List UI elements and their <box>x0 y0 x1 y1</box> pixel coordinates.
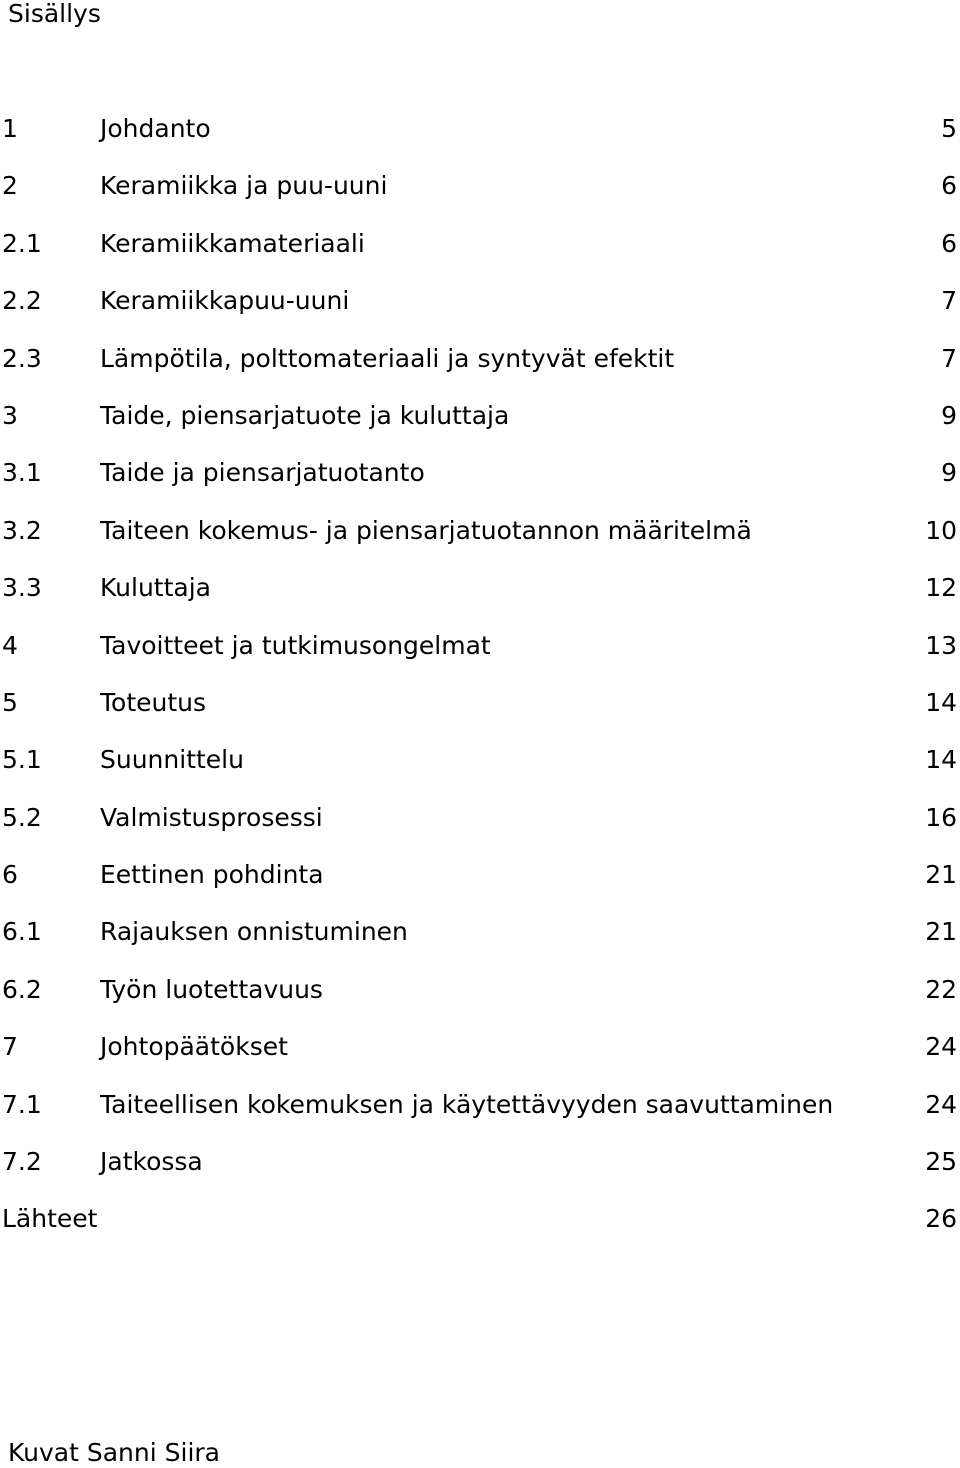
toc-entry[interactable] <box>0 911 960 968</box>
toc-entry-references[interactable] <box>0 1198 960 1255</box>
toc-entry-number: 6.1 <box>2 917 42 947</box>
toc-entry[interactable] <box>0 165 960 222</box>
toc-entry[interactable] <box>0 854 960 911</box>
toc-entry-title: Keramiikka ja puu-uuni <box>100 171 388 201</box>
toc-entry-title: Taiteellisen kokemuksen ja käytettävyyden saavuttaminen <box>100 1089 834 1119</box>
toc-entry-title: Valmistusprosessi <box>100 802 323 832</box>
toc-entry-number: 3 <box>2 400 18 430</box>
toc-entry-number: 5 <box>2 687 18 717</box>
toc-entry-number: 6 <box>2 860 18 890</box>
toc-entry-page: 14 <box>925 745 957 775</box>
toc-entry-number: 7.1 <box>2 1089 42 1119</box>
page-title: Sisällys <box>8 0 101 28</box>
toc-entry-number: 5.2 <box>2 802 42 832</box>
toc-entry-number: 7.2 <box>2 1147 42 1177</box>
toc-entry-title: Lämpötila, polttomateriaali ja syntyvät efektit <box>100 343 675 373</box>
toc-entry-title: Rajauksen onnistuminen <box>100 917 408 947</box>
toc-entry-title: Työn luotettavuus <box>100 974 323 1004</box>
toc-entry[interactable] <box>0 338 960 395</box>
toc-entry-number: 3.2 <box>2 515 42 545</box>
toc-entry-page: 21 <box>925 917 957 947</box>
toc-entry[interactable] <box>0 108 960 165</box>
toc-entry-number: 4 <box>2 630 18 660</box>
toc-entry-page: 6 <box>941 228 957 258</box>
toc-entry[interactable] <box>0 223 960 280</box>
toc-entry[interactable] <box>0 280 960 337</box>
toc-entry-number: 5.1 <box>2 745 42 775</box>
toc-entry[interactable] <box>0 625 960 682</box>
toc-entry-page: 21 <box>925 860 957 890</box>
toc-entry-title: Toteutus <box>100 687 207 717</box>
toc-entry-title: Taide, piensarjatuote ja kuluttaja <box>100 400 510 430</box>
toc-entry-page: 13 <box>925 630 957 660</box>
toc-entry-title: Lähteet <box>2 1204 98 1234</box>
toc-entry[interactable] <box>0 797 960 854</box>
toc-entry-title: Keramiikkamateriaali <box>100 228 365 258</box>
table-of-contents <box>0 108 960 1256</box>
toc-entry[interactable] <box>0 1141 960 1198</box>
image-credit: Kuvat Sanni Siira <box>8 1438 220 1467</box>
toc-entry-number: 2.3 <box>2 343 42 373</box>
toc-entry-title: Taiteen kokemus- ja piensarjatuotannon määritelmä <box>100 515 752 545</box>
toc-entry-number: 2.1 <box>2 228 42 258</box>
toc-entry-page: 7 <box>941 286 957 316</box>
toc-entry-title: Taide ja piensarjatuotanto <box>100 458 425 488</box>
toc-entry-page: 14 <box>925 687 957 717</box>
toc-entry-number: 3.3 <box>2 573 42 603</box>
toc-entry-number: 1 <box>2 114 18 143</box>
toc-entry[interactable] <box>0 969 960 1026</box>
toc-entry[interactable] <box>0 682 960 739</box>
toc-entry-page: 10 <box>925 515 957 545</box>
toc-entry-number: 2.2 <box>2 286 42 316</box>
toc-entry-title: Tavoitteet ja tutkimusongelmat <box>100 630 491 660</box>
toc-entry-page: 26 <box>925 1204 957 1234</box>
toc-entry[interactable] <box>0 1084 960 1141</box>
toc-entry-title: Jatkossa <box>100 1147 203 1177</box>
toc-entry-title: Suunnittelu <box>100 745 244 775</box>
toc-entry-page: 16 <box>925 802 957 832</box>
toc-entry[interactable] <box>0 567 960 624</box>
toc-entry-title: Johtopäätökset <box>100 1032 288 1062</box>
toc-entry-title: Kuluttaja <box>100 573 211 603</box>
toc-entry-page: 24 <box>925 1032 957 1062</box>
toc-entry-title: Johdanto <box>100 114 211 143</box>
toc-entry-page: 7 <box>941 343 957 373</box>
toc-entry-page: 22 <box>925 974 957 1004</box>
toc-entry-number: 7 <box>2 1032 18 1062</box>
toc-entry[interactable] <box>0 1026 960 1083</box>
toc-entry[interactable] <box>0 739 960 796</box>
toc-entry[interactable] <box>0 452 960 509</box>
toc-entry-page: 25 <box>925 1147 957 1177</box>
toc-entry[interactable] <box>0 510 960 567</box>
toc-entry-page: 24 <box>925 1089 957 1119</box>
toc-entry[interactable] <box>0 395 960 452</box>
toc-entry-number: 2 <box>2 171 18 201</box>
toc-entry-title: Eettinen pohdinta <box>100 860 324 890</box>
toc-entry-page: 6 <box>941 171 957 201</box>
toc-entry-number: 6.2 <box>2 974 42 1004</box>
toc-entry-page: 9 <box>941 400 957 430</box>
toc-entry-page: 12 <box>925 573 957 603</box>
toc-entry-number: 3.1 <box>2 458 42 488</box>
toc-entry-page: 9 <box>941 458 957 488</box>
toc-entry-page: 5 <box>941 114 957 143</box>
toc-entry-title: Keramiikkapuu-uuni <box>100 286 350 316</box>
